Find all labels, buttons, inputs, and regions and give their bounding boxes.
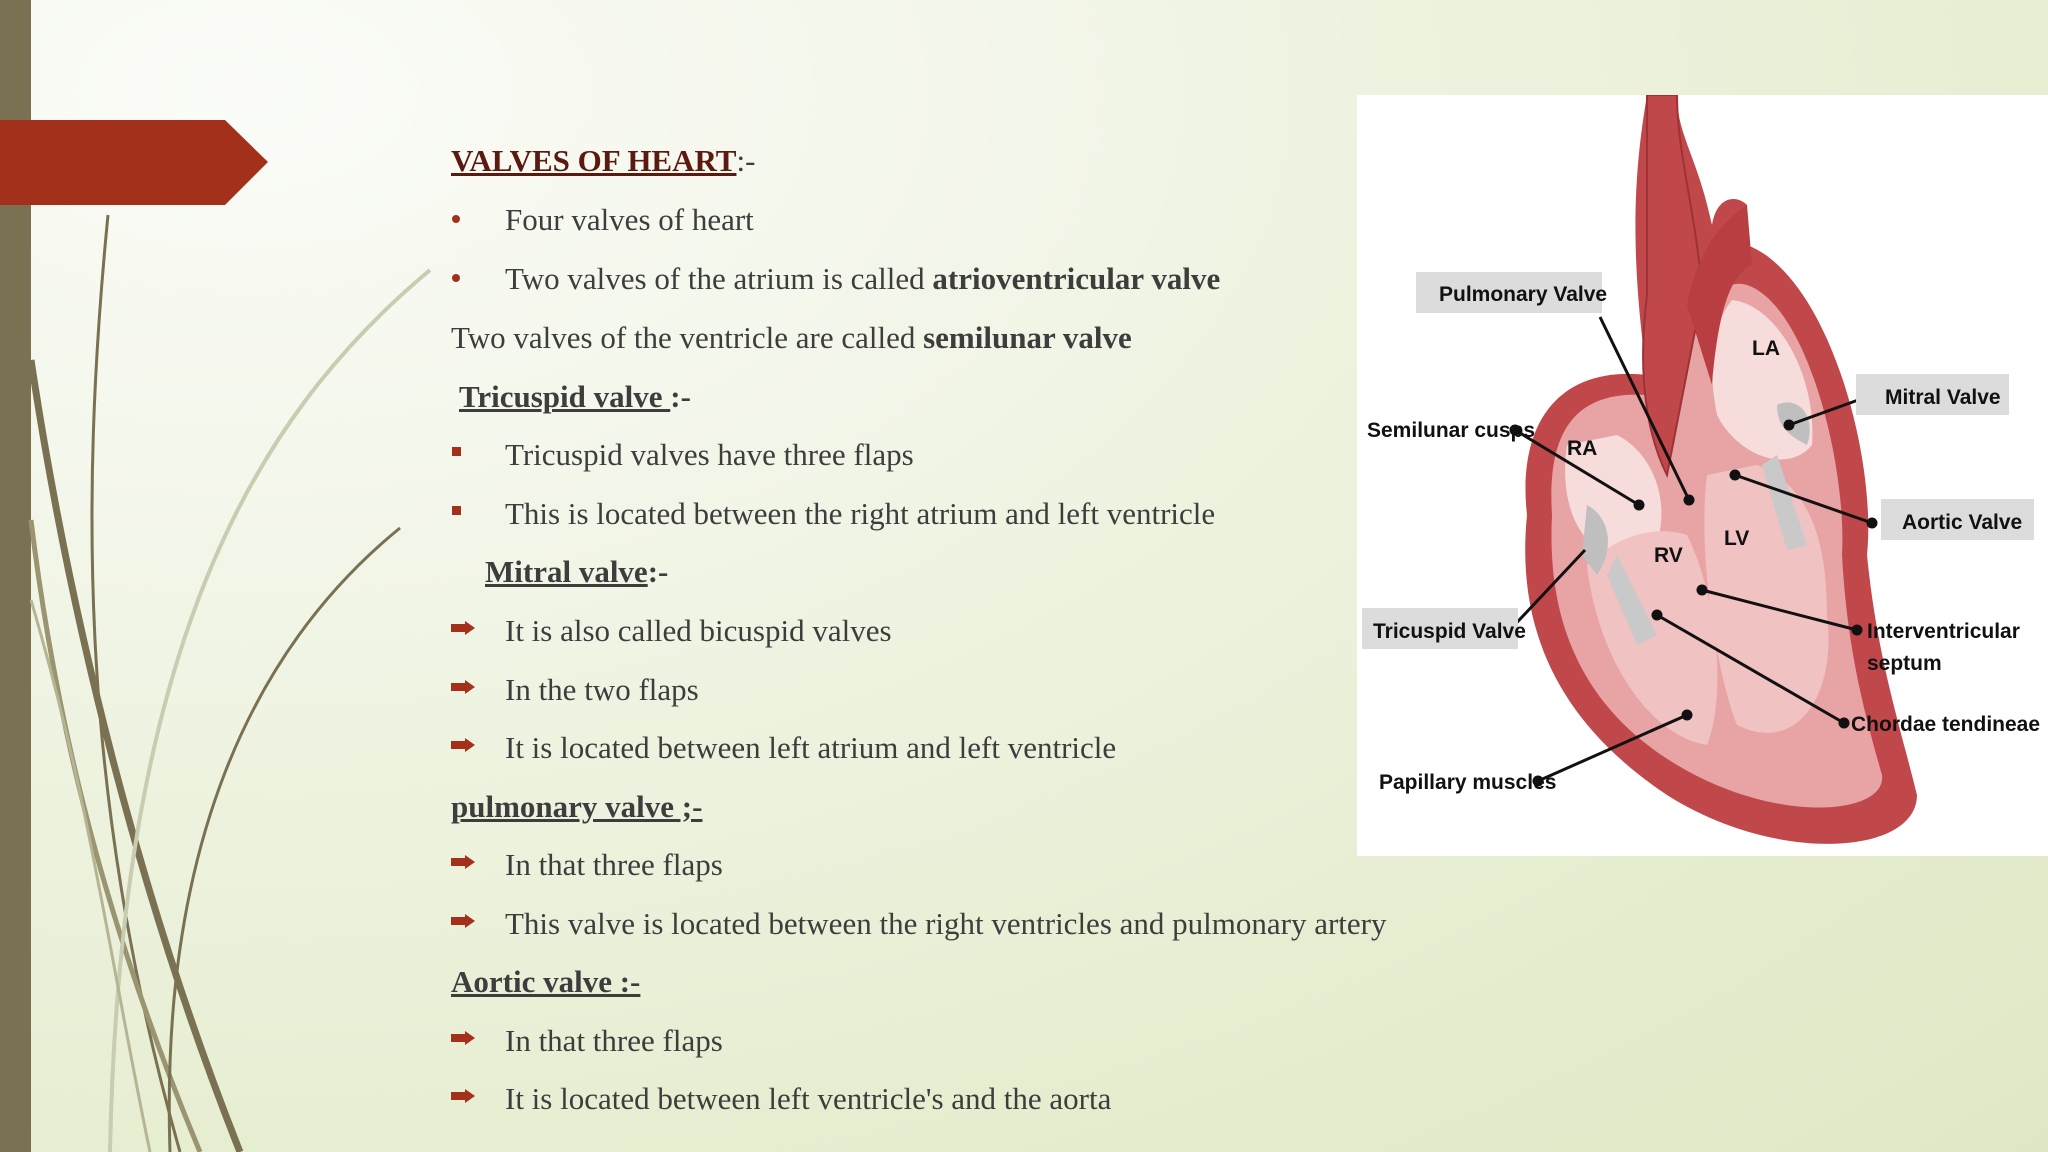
chordae-tendineae-label: Chordae tendineae xyxy=(1851,713,2041,736)
aortic-heading: Aortic valve :- xyxy=(451,964,641,999)
square-bullet-icon xyxy=(451,435,481,456)
arrow-bullet-icon xyxy=(451,728,481,752)
tricuspid-heading: Tricuspid valve :- xyxy=(459,379,691,414)
interventricular-label-1: Interventricular xyxy=(1867,620,2020,643)
pulmonary-valve-label: Pulmonary Valve xyxy=(1439,283,1608,306)
ventricle-line: Two valves of the ventricle are called semilunar valve xyxy=(451,320,1132,355)
arrow-bullet-icon xyxy=(451,1021,481,1045)
la-label: LA xyxy=(1752,337,1780,360)
aortic-valve-label: Aortic Valve xyxy=(1902,511,2023,534)
arrow-bullet-icon xyxy=(451,904,481,928)
heart-diagram-panel xyxy=(1357,95,2048,856)
tricuspid-valve-label: Tricuspid Valve xyxy=(1373,620,1526,643)
ra-label: RA xyxy=(1567,437,1598,460)
pulmonary-heading: pulmonary valve ;- xyxy=(451,789,703,824)
arrow-bullet-icon xyxy=(451,670,481,694)
semilunar-cusps-label: Semilunar cusps xyxy=(1367,419,1536,442)
arrow-bullet-icon xyxy=(451,1079,481,1103)
dot-bullet-icon xyxy=(451,259,481,282)
mitral-valve-label: Mitral Valve xyxy=(1885,386,2001,409)
interventricular-label-2: septum xyxy=(1867,652,1942,675)
square-bullet-icon xyxy=(451,494,481,515)
title-ribbon xyxy=(0,120,268,205)
dot-bullet-icon xyxy=(451,200,481,223)
heart-diagram xyxy=(1357,95,2048,856)
arrow-bullet-icon xyxy=(451,611,481,635)
slide-title: VALVES OF HEART:- xyxy=(451,143,756,178)
lv-label: LV xyxy=(1724,527,1750,550)
arrow-bullet-icon xyxy=(451,845,481,869)
mitral-heading: Mitral valve:- xyxy=(485,554,669,589)
rv-label: RV xyxy=(1654,544,1683,567)
papillary-muscles-label: Papillary muscles xyxy=(1379,771,1557,794)
